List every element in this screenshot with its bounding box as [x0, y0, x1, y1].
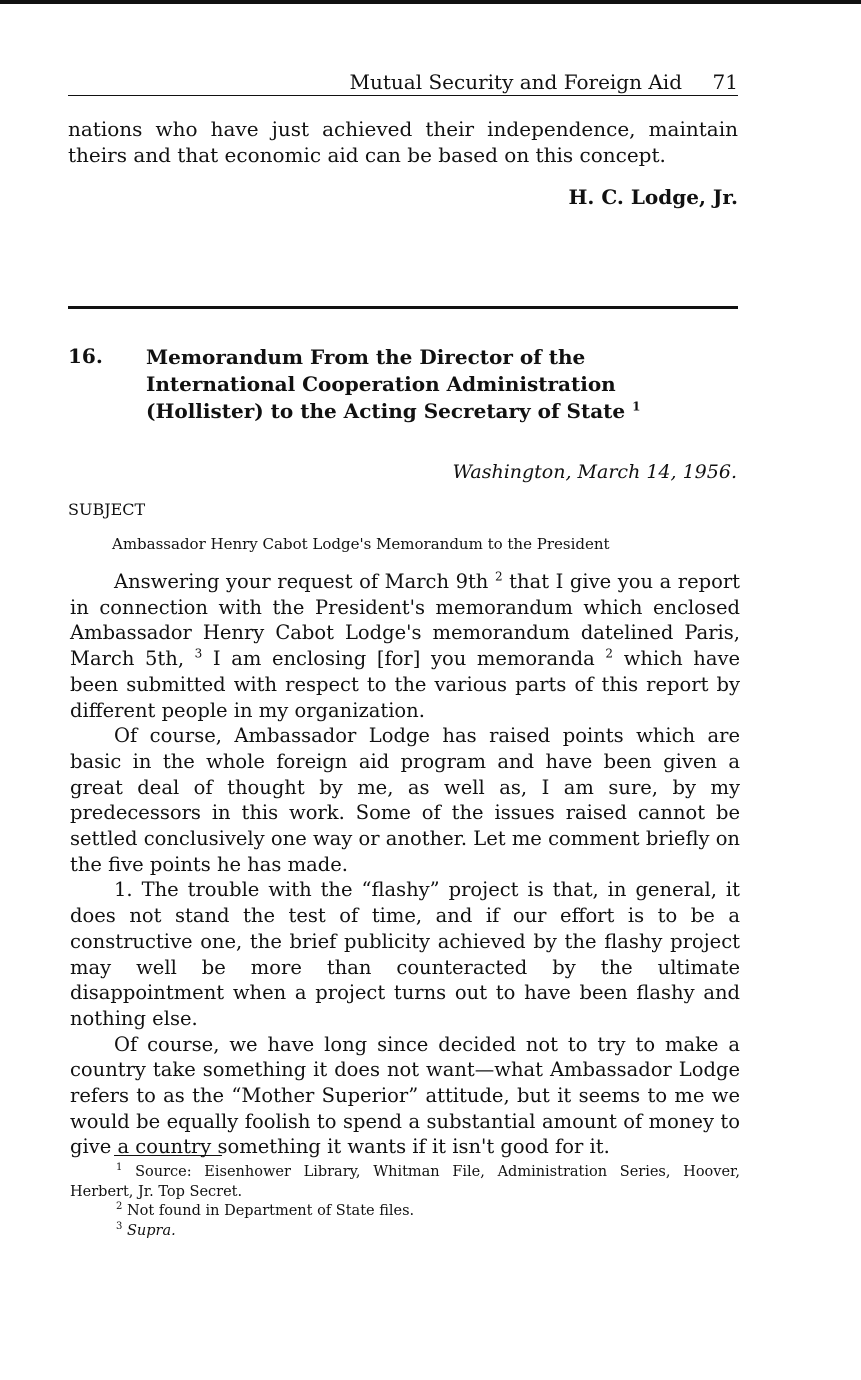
document-title — [146, 344, 716, 425]
footnote-ref[interactable]: 3 — [194, 646, 203, 661]
body-paragraph — [70, 569, 740, 723]
footnote-text: Not found in Department of State files. — [126, 1203, 415, 1219]
body-paragraph: Of course, we have long since decided not to try to make a country take something it does not want—what Ambassador Lodge refers to as the “Mother Superior” attitude, but it seems to me we would be equally foolish to spend a substantial amount of money to give a country something it wants if it isn't good for it. — [70, 1032, 740, 1159]
footnote — [70, 1163, 740, 1202]
footnote-mark: 3 — [116, 1220, 123, 1232]
subject-label: SUBJECT — [68, 500, 146, 519]
footnote — [70, 1202, 740, 1222]
footnote-rule — [114, 1155, 222, 1156]
dateline: Washington, March 14, 1956. — [452, 461, 737, 483]
section-divider — [68, 306, 738, 309]
footnote-mark: 2 — [116, 1201, 123, 1213]
text-run: that I give you a report in connection with the President's memorandum which enclosed Ambassador Henry Cabot Lodge's memorandum datelined Paris, March 5th, — [70, 570, 741, 671]
subject-text: Ambassador Henry Cabot Lodge's Memorandum to the President — [112, 535, 610, 553]
text-run: which have been submitted with respect to the various parts of this report by different people in my organization. — [70, 647, 741, 722]
running-header — [68, 68, 738, 96]
body-paragraph: 1. The trouble with the “flashy” project is that, in general, it does not stand the test of time, and if our effort is to be a constructive one, the brief publicity achieved by the flashy project may well be more than counteracted by the ultimate disappointment when a project turns out to have been flashy and nothing else. — [70, 878, 740, 1030]
footnote-mark: 1 — [116, 1162, 123, 1174]
footnote-ref[interactable]: 2 — [494, 569, 503, 584]
page-number: 71 — [712, 70, 738, 94]
running-title: Mutual Security and Foreign Aid — [349, 70, 682, 94]
document-title-text: Memorandum From the Director of the International Cooperation Administration (Hollister) to the Acting Secretary of State — [146, 345, 626, 423]
text-run: I am enclosing [for] you memoranda — [212, 647, 595, 671]
footnote-text: Supra. — [126, 1222, 176, 1239]
signature: H. C. Lodge, Jr. — [568, 185, 738, 209]
footnote-ref[interactable]: 2 — [605, 646, 614, 661]
footnotes — [70, 1163, 740, 1241]
document-number: 16. — [68, 344, 103, 368]
footnote-text: Source: Eisenhower Library, Whitman File, Administration Series, Hoover, Herbert, Jr. Top Secret. — [70, 1164, 740, 1200]
memorandum-body — [70, 569, 740, 1160]
body-paragraph: Of course, Ambassador Lodge has raised points which are basic in the whole foreign aid program and have been given a great deal of thought by me, as well as, I am sure, by my predecessors in this work. Some of the issues raised cannot be settled conclusively one way or another. Let me comment briefly on the five points he has made. — [70, 724, 740, 876]
footnote — [70, 1222, 740, 1242]
page-top-edge — [0, 0, 861, 4]
text-run: Answering your request of March 9th — [114, 570, 489, 593]
continued-paragraph: nations who have just achieved their independence, maintain theirs and that economic aid can be based on this concept. — [68, 117, 738, 167]
footnote-ref[interactable]: 1 — [632, 399, 641, 414]
